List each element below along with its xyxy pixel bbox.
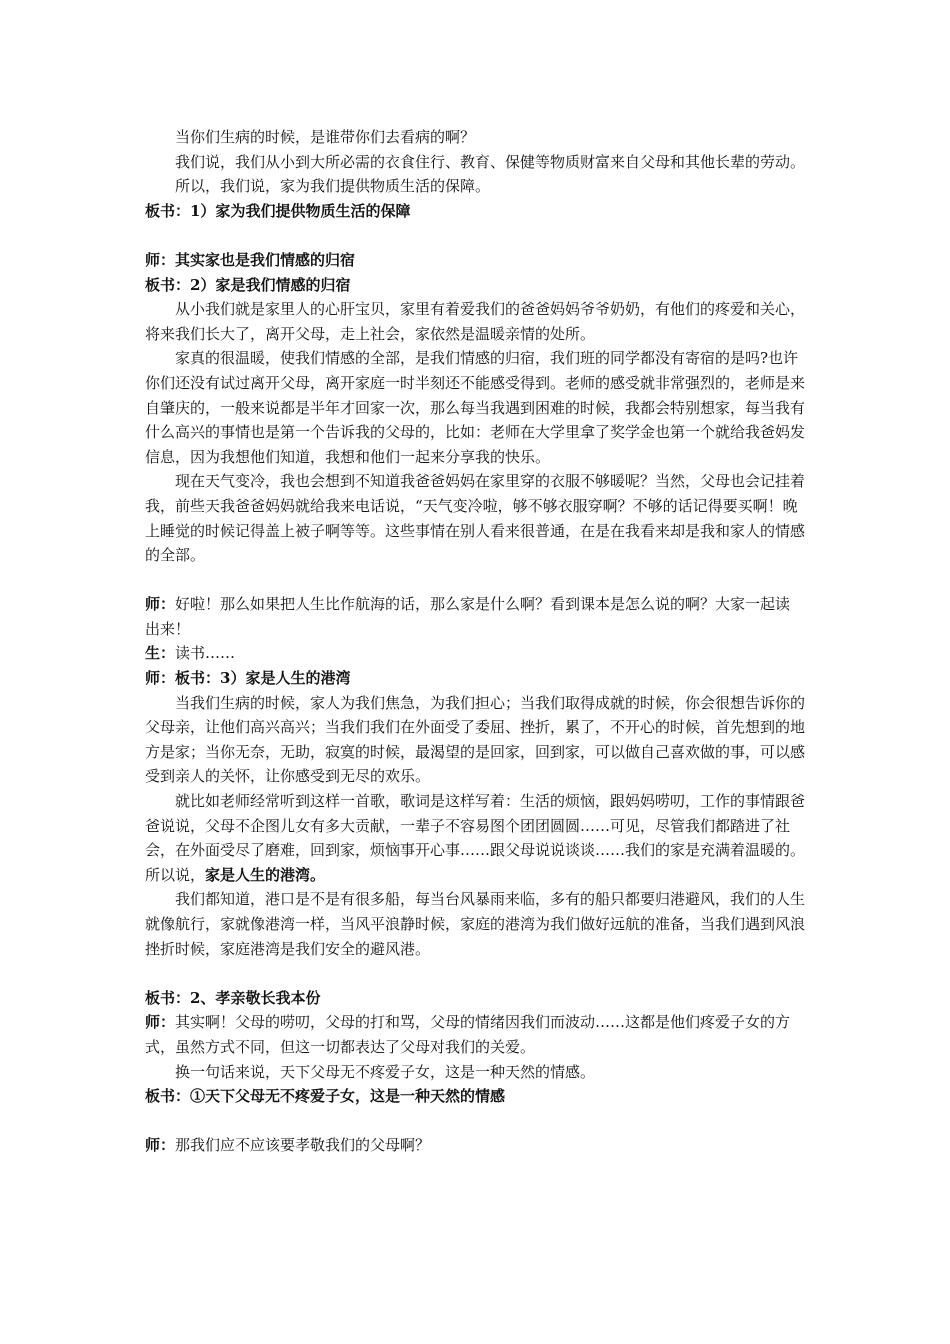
blank-line — [145, 568, 805, 593]
dialogue-line — [145, 1133, 805, 1158]
paragraph: 从小我们就是家里人的心肝宝贝，家里有着爱我们的爸爸妈妈爷爷奶奶，有他们的疼爱和关心，将来我们长大了，离开父母，走上社会，家依然是温暖亲情的处所。 — [145, 300, 806, 343]
speaker-label: 师： — [145, 1013, 176, 1032]
dialogue-line — [145, 592, 805, 641]
board-heading: 板书：1）家为我们提供物质生活的保障 — [145, 201, 411, 220]
paragraph: 我们说，我们从小到大所必需的衣食住行、教育、保健等物质财富来自父母和其他长辈的劳动。 — [175, 152, 806, 171]
teacher-heading: 师：其实家也是我们情感的归宿 — [145, 250, 356, 269]
speaker-label: 师： — [145, 595, 176, 614]
paragraph: 所以，我们说，家为我们提供物质生活的保障。 — [175, 177, 491, 196]
paragraph: 当你们生病的时候，是谁带你们去看病的啊？ — [175, 128, 476, 146]
speaker-label: 师： — [145, 1136, 176, 1155]
board-heading: 师：板书：3）家是人生的港湾 — [145, 669, 351, 688]
paragraph: 换一句话来说，天下父母无不疼爱子女，这是一种天然的情感。 — [175, 1062, 596, 1081]
paragraph — [145, 789, 805, 887]
paragraph: 家真的很温暖，使我们情感的全部，是我们情感的归宿，我们班的同学都没有寄宿的是吗?也许你们还没有试过离开父母，离开家庭一时半刻还不能感受得到。老师的感受就非常强烈的，老师是来自肇庆的，一般来说都是半年才回家一次，那么每当我遇到困难的时候，我都会特别想家，每当我有什么高兴的事情也是第一个告诉我的父母的，比如：老师在大学里拿了奖学金也第一个就给我爸妈发信息，因为我想他们知道，我想和他们一起来分享我的快乐。 — [145, 349, 806, 466]
paragraph: 我们都知道，港口是不是有很多船，每当台风暴雨来临，多有的船只都要归港避风，我们的人生就像航行，家就像港湾一样，当风平浪静时候，家庭的港湾为我们做好远航的准备，当我们遇到风浪挫折时候，家庭港湾是我们安全的避风港。 — [145, 890, 806, 958]
emphasis-text: 家是人生的港湾。 — [205, 865, 326, 884]
blank-line — [145, 961, 805, 986]
dialogue-text: 好啦！那么如果把人生比作航海的话，那么家是什么啊？看到课本是怎么说的啊？大家一起读出来！ — [145, 595, 791, 638]
paragraph: 当我们生病的时候，家人为我们焦急，为我们担心；当我们取得成就的时候，你会很想告诉你的父母亲，让他们高兴高兴；当我们我们在外面受了委屈、挫折，累了，不开心的时候，首先想到的地方是家；当你无奈，无助，寂寞的时候，最渴望的是回家，回到家，可以做自己喜欢做的事，可以感受到亲人的关怀，让你感受到无尽的欢乐。 — [145, 693, 806, 786]
speaker-label: 生： — [145, 644, 176, 663]
dialogue-line — [145, 641, 805, 666]
document-page — [145, 125, 805, 1158]
dialogue-text: 读书…… — [175, 644, 236, 663]
dialogue-line — [145, 1010, 805, 1059]
dialogue-text: 其实啊！父母的唠叨，父母的打和骂，父母的情绪因我们而波动……这都是他们疼爱子女的方式，虽然方式不同，但这一切都表达了父母对我们的关爱。 — [145, 1013, 791, 1056]
blank-line — [145, 223, 805, 248]
dialogue-text: 那我们应不应该要孝敬我们的父母啊？ — [175, 1136, 431, 1155]
paragraph-text: 就比如老师经常听到这样一首歌，歌词是这样写着：生活的烦恼，跟妈妈唠叨，工作的事情跟爸爸说说，父母不企图儿女有多大贡献，一辈子不容易图个团团圆圆……可见，尽管我们都踏进了社会，在外面受尽了磨难，回到家，烦恼事开心事……跟父母说说谈谈……我们的家是充满着温暖的。所以说， — [145, 792, 806, 884]
board-heading: 板书：2）家是我们情感的归宿 — [145, 275, 351, 294]
blank-line — [145, 1109, 805, 1134]
board-heading: 板书：①天下父母无不疼爱子女，这是一种天然的情感 — [145, 1087, 506, 1106]
paragraph: 现在天气变冷，我也会想到不知道我爸爸妈妈在家里穿的衣服不够暖呢？当然，父母也会记挂着我，前些天我爸爸妈妈就给我来电话说，“天气变冷啦，够不够衣服穿啊？不够的话记得要买啊！晚上睡觉的时候记得盖上被子啊等等。这些事情在别人看来很普通，在是在我看来却是我和家人的情感的全部。 — [145, 472, 806, 565]
board-heading: 板书：2、孝亲敬长我本份 — [145, 988, 321, 1007]
